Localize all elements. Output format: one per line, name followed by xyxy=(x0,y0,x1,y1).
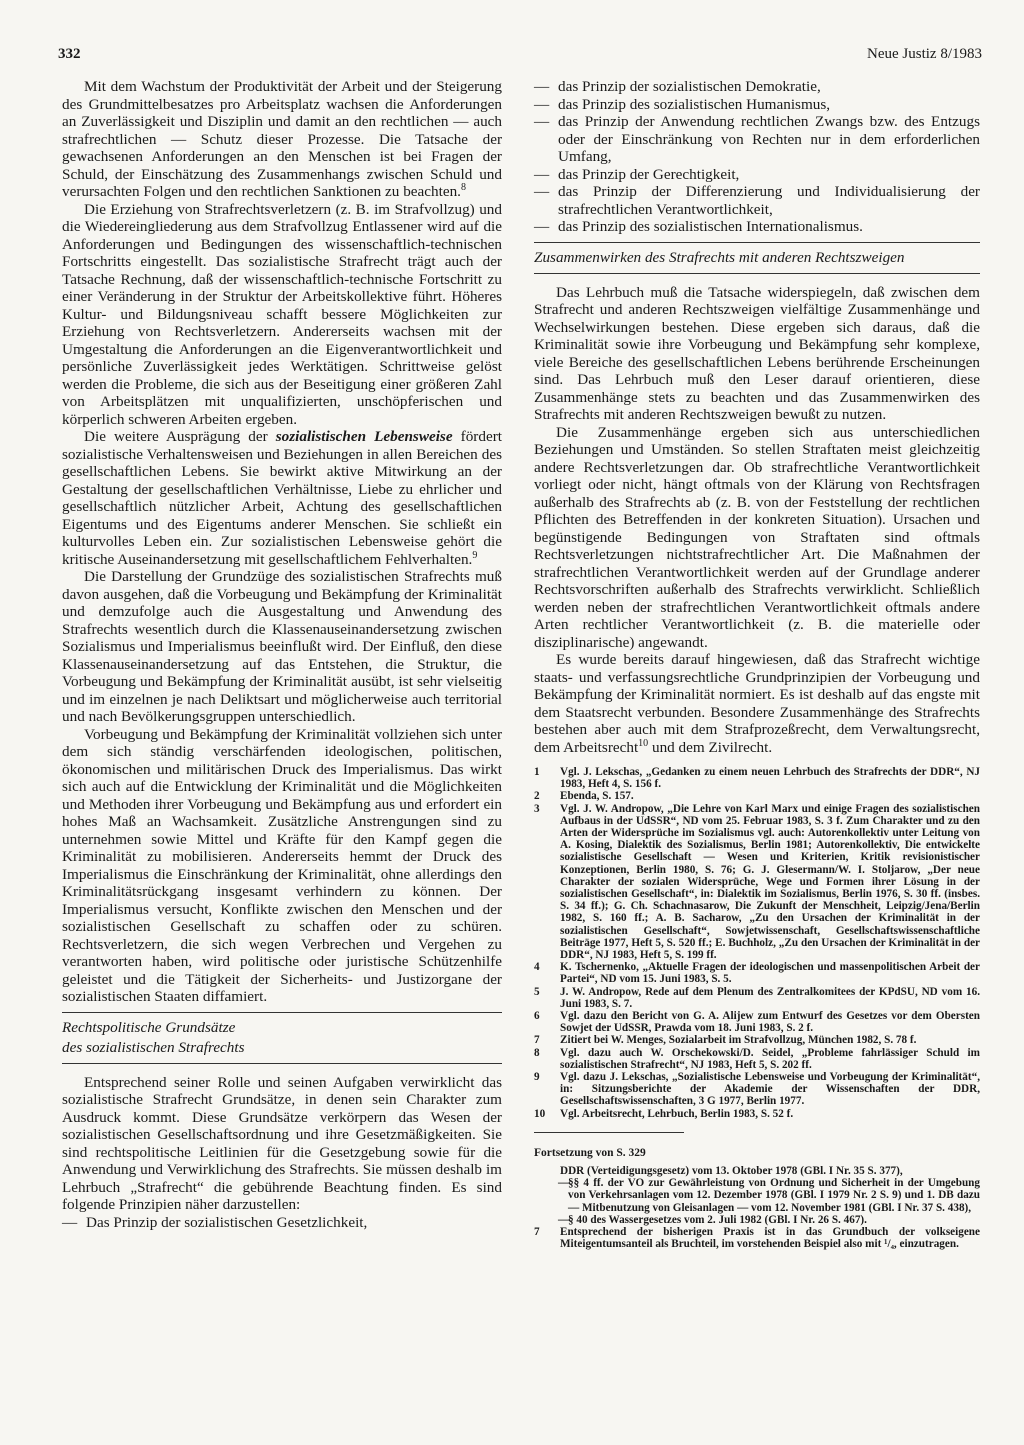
journal-title: Neue Justiz 8/1983 xyxy=(867,46,982,62)
continuation-dash-item: — § 40 des Wassergesetzes vom 2. Juli 1982 (GBl. I Nr. 26 S. 467). xyxy=(534,1214,980,1226)
continuation-footnote-7: 7 Entsprechend der bisherigen Praxis ist in das Grundbuch der volkseigene Miteigentumsanteil als Bruchteil, im vorstehenden Beispiel also mit ¹/₄, einzutragen. xyxy=(534,1225,980,1251)
section-title-line-2: des sozialistischen Strafrechts xyxy=(62,1038,245,1056)
footnotes xyxy=(534,766,980,1120)
footnote-3: 3 Vgl. J. W. Andropow, „Die Lehre von Karl Marx und einige Fragen des sozialistischen Aufbaus in der UdSSR“, ND vom 25. Februar 1983, S. 3 f. Zum Charakter und zu den Arten der Widersprüche im Sozialismus vgl. auch: Autorenkollektiv unter Leitung von A. Kosing, Dialektik des Sozialismus, Berlin 1981; Autorenkollektiv, Die entwickelte sozialistische Gesellschaft — Wesen und Kriterien, Kritik revisionistischer Konzeptionen, Berlin 1980, S. 76; G. J. Glesermann/W. I. Stoljarow, „Der neue Charakter der sozialen Widersprüche, Wege und Formen ihrer Lösung in der sozialistischen Gesellschaft“, in: Dialektik im Sozialismus, Berlin 1976, S. 30 ff. (insbes. S. 34 ff.); G. Ch. Schachnasarow, Die Zukunft der Menschheit, Leipzig/Jena/Berlin 1982, S. 160 ff.; A. B. Sacharow, „Zu den Ursachen der Kriminalität in der sozialistischen Gesellschaft“, Sowjetwissenschaft, Gesellschaftswissenschaftliche Beiträge 1977, Heft 5, S. 520 ff.; E. Buchholz, „Zu den Ursachen der Kriminalität in der DDR“, NJ 1983, Heft 5, S. 199 ff. xyxy=(534,802,980,962)
footnote-6: 6 Vgl. dazu den Bericht von G. A. Alijew zum Entwurf des Gesetzes vor dem Obersten Sowjet der UdSSR, Prawda vom 18. Juni 1983, S. 2 f. xyxy=(534,1010,980,1035)
left-paragraph-3: Die weitere Ausprägung der sozialistischen Lebensweise fördert sozialistische Verhaltensweisen und Beziehungen in allen Bereichen des gesellschaftlichen Lebens. Sie bewirkt aktive Mitwirkung an der Gestaltung der gesellschaftlichen Verhältnisse, Liebe zu ehrlicher und gesellschaftlich nützlicher Arbeit, Achtung des gesellschaftlichen Eigentums und des Eigentums anderer Menschen. Sie schließt ein kulturvolles Leben ein. Zur sozialistischen Lebensweise gehört die kritische Auseinandersetzung mit gesellschaftlichem Fehlverhalten.$^9$ xyxy=(62,428,502,568)
footnote-4: 4 K. Tschernenko, „Aktuelle Fragen der ideologischen und massenpolitischen Arbeit der Partei“, ND vom 15. Juni 1983, S. 5. xyxy=(534,961,980,986)
footnote-1: 1 Vgl. J. Lekschas, „Gedanken zu einem neuen Lehrbuch des Strafrechts der DDR“, NJ 1983, Heft 4, S. 156 f. xyxy=(534,766,980,791)
left-paragraph-5: Vorbeugung und Bekämpfung der Kriminalität vollziehen sich unter dem sich ständig verschärfenden ideologischen, politischen, ökonomischen und militärischen Druck des Imperialismus. Das wirkt sich auch auf die Entwicklung der Kriminalität und die Möglichkeiten und Methoden ihrer Vorbeugung und Bekämpfung aus und erfordert ein hohes Maß an Wachsamkeit. Zusätzliche Anstrengungen sind zu unternehmen sowie Mittel und Kräfte für den Kampf gegen die Kriminalität zu mobilisieren. Andererseits hemmt der Druck des Imperialismus die Einschränkung der Kriminalität, ohne allerdings den Kriminalitätsrückgang insgesamt verhindern zu können. Der Imperialismus versucht, Konflikte zwischen den Menschen und der sozialistischen Gesellschaft zu schaffen oder zu schüren. Rechtsverletzern, die sich wegen Verbrechen und Vergehen zu verantworten haben, wird politische oder juristische Schützenhilfe geleistet und die Tätigkeit der Sicherheits- und Justizorgane der sozialistischen Staaten diffamiert. xyxy=(62,725,502,1005)
principles-list xyxy=(534,78,980,236)
right-paragraph-1: Das Lehrbuch muß die Tatsache widerspiegeln, daß zwischen dem Strafrecht und anderen Rechtszweigen vielfältige Zusammenhänge und Wechselwirkungen bestehen. Diese ergeben sich daraus, daß die Kriminalität sowie ihre Vorbeugung und Bekämpfung sehr komplexe, viele Bereiche des gesellschaftlichen Lebens berührende Erscheinungen sind. Das Lehrbuch muß den Leser darauf orientieren, diese Zusammenhänge stets zu beachten und das Zusammenwirken des Strafrechts mit anderen Rechtszweigen bewußt zu nutzen. xyxy=(534,283,980,423)
right-paragraph-3: Es wurde bereits darauf hingewiesen, daß das Strafrecht wichtige staats- und verfassungsrechtliche Grundprinzipien der Vorbeugung und Bekämpfung der Kriminalität normiert. Es ist deshalb auf das engste mit dem Staatsrecht verbunden. Besondere Zusammenhänge des Strafrechts bestehen aber auch mit dem Strafprozeßrecht, dem Verwaltungsrecht, dem Arbeitsrecht$^{10}$ und dem Zivilrecht. xyxy=(534,651,980,756)
list-item: — das Prinzip der sozialistischen Demokratie, xyxy=(534,78,980,96)
page-number: 332 xyxy=(58,46,81,62)
left-paragraph-4: Die Darstellung der Grundzüge des sozialistischen Strafrechts muß davon ausgehen, daß die Vorbeugung und Bekämpfung der Kriminalität und demzufolge auch die Ausgestaltung und Anwendung des Strafrechts wesentlich durch die Klassenauseinandersetzung zwischen Sozialismus und Imperialismus beeinflußt wird. Der Einfluß, den diese Klassenauseinandersetzung auf das Entstehen, die Struktur, die Vorbeugung und Bekämpfung der Kriminalität ausübt, ist sehr vielseitig und im einzelnen je nach Deliktsart und möglicherweise auch territorial und nach Bevölkerungsgruppen unterschiedlich. xyxy=(62,568,502,725)
page-header xyxy=(58,46,982,68)
list-item: — das Prinzip der Anwendung rechtlichen Zwangs bzw. des Entzugs oder der Einschränkung von Rechten nur in dem erforderlichen Umfang, xyxy=(534,113,980,166)
list-item: — das Prinzip des sozialistischen Internationalismus. xyxy=(534,218,980,236)
left-paragraph-1: Mit dem Wachstum der Produktivität der Arbeit und der Steigerung des Grundmittelbesatzes pro Arbeitsplatz wachsen die Anforderungen an Zuverlässigkeit und Disziplin und damit an den rechtlichen — auch strafrechtlichen — Schutz dieser Prozesse. Die Tatsache der gewachsenen Anforderungen an den Menschen ist bei Fragen der Schuld, der Einschätzung des Zusammenhangs zwischen Schuld und verursachten Folgen und den rechtlichen Sanktionen zu beachten.$^8$ xyxy=(62,78,502,200)
principles-list-start xyxy=(62,1214,502,1232)
footnote-2: 2 Ebenda, S. 157. xyxy=(534,790,634,803)
footnote-ref: 9 xyxy=(472,549,478,561)
footnote-ref: 8 xyxy=(460,181,466,193)
continuation-text: DDR (Verteidigungsgesetz) vom 13. Oktober 1978 (GBl. I Nr. 35 S. 377), xyxy=(560,1164,903,1177)
section-heading-zusammenwirken xyxy=(534,242,980,274)
footnote-10: 10 Vgl. Arbeitsrecht, Lehrbuch, Berlin 1983, S. 52 f. xyxy=(534,1107,794,1120)
left-paragraph-6: Entsprechend seiner Rolle und seinen Aufgaben verwirklicht das sozialistische Strafrecht Grundsätze, in denen sein Charakter zum Ausdruck kommt. Diese Grundsätze verkörpern das Wesen der sozialistischen Gesellschaftsordnung und ihre Gesetzmäßigkeiten. Sie sind rechtspolitische Leitlinien für die Gesetzgebung sowie für die Anwendung und Verwirklichung des Strafrechts. Sie müssen deshalb im Lehrbuch „Strafrecht“ die gebührende Beachtung finden. Es sind folgende Prinzipien näher darzustellen: xyxy=(62,1073,502,1213)
section-heading-grundsaetze xyxy=(62,1012,502,1064)
list-item: — das Prinzip der Differenzierung und Individualisierung der strafrechtlichen Verantwortlichkeit, xyxy=(534,183,980,218)
list-item: — das Prinzip des sozialistischen Humanismus, xyxy=(534,96,980,114)
continuation-divider xyxy=(534,1132,684,1133)
left-paragraph-2: Die Erziehung von Strafrechtsverletzern (z. B. im Strafvollzug) und die Wiedereingliederung aus dem Strafvollzug Entlassener wird auf die Anforderungen und Bedingungen des wissenschaftlich-technischen Fortschritts eingestellt. Das sozialistische Strafrecht trägt auch der Tatsache Rechnung, daß der wissenschaftlich-technische Fortschritt zu einer Veränderung in der Struktur der Arbeitskollektive führt. Höheres Kultur- und Bildungsniveau schafft bessere Möglichkeiten zur Erziehung von Rechtsverletzern. Andererseits wachsen mit der Umgestaltung die Anforderungen an die Eigenverantwortlichkeit und persönliche Zuverlässigkeit jedes Werktätigen. Schrittweise gelöst werden die Probleme, die sich aus der Beseitigung einer größeren Zahl von Arbeitsplätzen mit unqualifizierten, unschöpferischen und körperlich schweren Arbeiten ergeben. xyxy=(62,200,502,428)
footnote-5: 5 J. W. Andropow, Rede auf dem Plenum des Zentralkomitees der KPdSU, ND vom 16. Juni 1983, S. 7. xyxy=(534,985,980,1010)
right-paragraph-2: Die Zusammenhänge ergeben sich aus unterschiedlichen Beziehungen und Umständen. So stellen Straftaten meist gleichzeitig andere Rechtsverletzungen dar. Ob strafrechtliche Verantwortlichkeit vorliegt oder nicht, hängt oftmals von der Klärung von Rechtsfragen außerhalb des Strafrechts ab (z. B. von der Feststellung der rechtlichen Pflichten des Betreffenden in der konkreten Situation). Ursachen und begünstigende Bedingungen von Straftaten sind oftmals Rechtsverletzungen nichtstrafrechtlicher Art. Die Maßnahmen der strafrechtlichen Verantwortlichkeit werden auf der Grundlage anderer Rechtsvorschriften außerhalb des Strafrechts verwirklicht. Schließlich werden neben der strafrechtlichen Verantwortlichkeit oftmals andere Arten rechtlicher Verantwortlichkeit (z. B. die materielle oder disziplinarische) angewandt. xyxy=(534,423,980,651)
footnote-8: 8 Vgl. dazu auch W. Orschekowski/D. Seidel, „Probleme fahrlässiger Schuld im sozialistischen Strafrecht“, NJ 1983, Heft 5, S. 202 ff. xyxy=(534,1046,980,1071)
list-item: — das Prinzip der Gerechtigkeit, xyxy=(534,166,980,184)
footnote-ref: 10 xyxy=(638,737,649,749)
continuation-title: Fortsetzung von S. 329 xyxy=(534,1146,646,1159)
section-title-line-1: Rechtspolitische Grundsätze xyxy=(62,1018,236,1036)
continuation-dash-item: — §§ 4 ff. der VO zur Gewährleistung von Ordnung und Sicherheit in der Umgebung von Verkehrsanlagen vom 12. Dezember 1978 (GBl. I 1979 Nr. 2 S. 9) und 1. DB dazu — Mitbenutzung von Gleisanlagen — vom 12. November 1981 (GBl. I Nr. 37 S. 438), xyxy=(534,1177,980,1214)
footnote-7: 7 Zitiert bei W. Menges, Sozialarbeit im Strafvollzug, München 1982, S. 78 f. xyxy=(534,1034,917,1047)
section-title: Zusammenwirken des Strafrechts mit anderen Rechtszweigen xyxy=(534,248,905,266)
footnote-9: 9 Vgl. dazu J. Lekschas, „Sozialistische Lebensweise und Vorbeugung der Kriminalität“, in: Sitzungsberichte der Akademie der Wissenschaften der DDR, Gesellschaftswissenschaften, 3 G 1977, Berlin 1977. xyxy=(534,1071,980,1108)
emphasis-lebensweise: sozialistischen Lebensweise xyxy=(275,428,453,445)
left-column xyxy=(62,78,502,1231)
right-column xyxy=(534,78,980,1250)
list-item: — Das Prinzip der sozialistischen Gesetzlichkeit, xyxy=(62,1214,502,1232)
